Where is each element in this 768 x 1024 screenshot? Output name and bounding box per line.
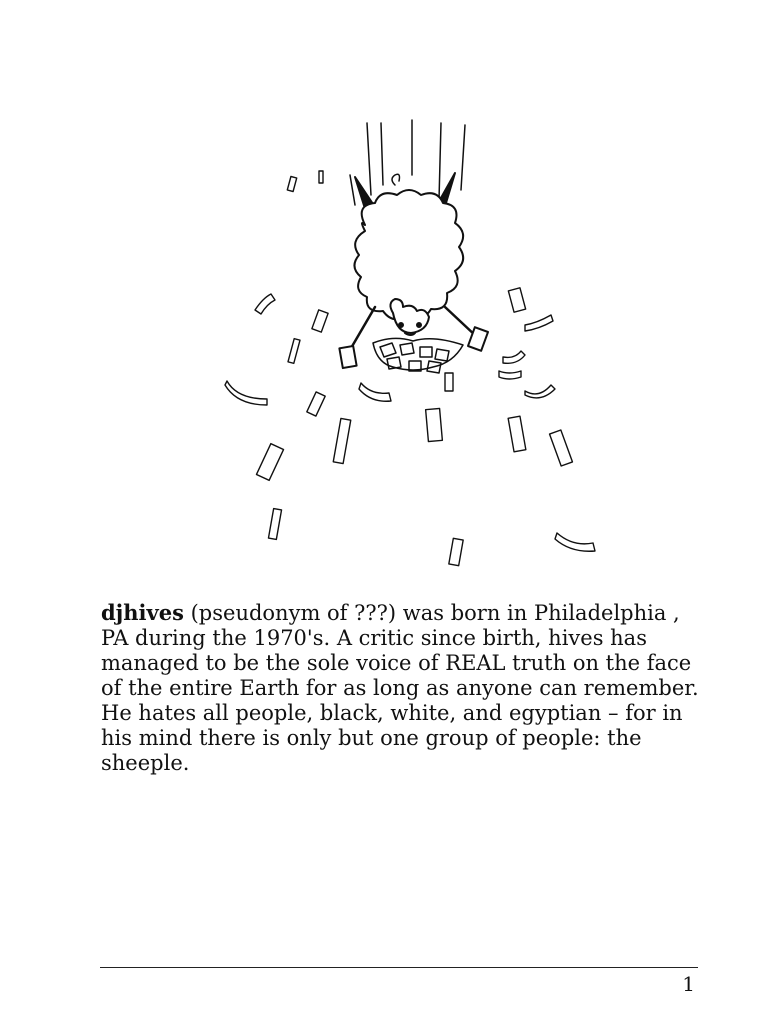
author-bio-text: (pseudonym of ???) was born in Philadelphia , PA during the 1970's. A critic since birth, hives has managed to be the sole voice of REAL truth on the face of the entire Earth for as long as anyone can remember. He hates all people, black, white, and egyptian – for in his mind there is only but one group of people: the sheeple. bbox=[101, 601, 699, 775]
author-bio bbox=[101, 600, 711, 776]
falling-money-illustration bbox=[215, 115, 615, 575]
money-pile bbox=[373, 338, 463, 373]
page-number: 1 bbox=[682, 972, 695, 996]
falling-money-drawing bbox=[215, 115, 615, 575]
footer-rule bbox=[100, 967, 698, 968]
author-name: djhives bbox=[101, 600, 184, 625]
sheep-body bbox=[354, 190, 463, 319]
